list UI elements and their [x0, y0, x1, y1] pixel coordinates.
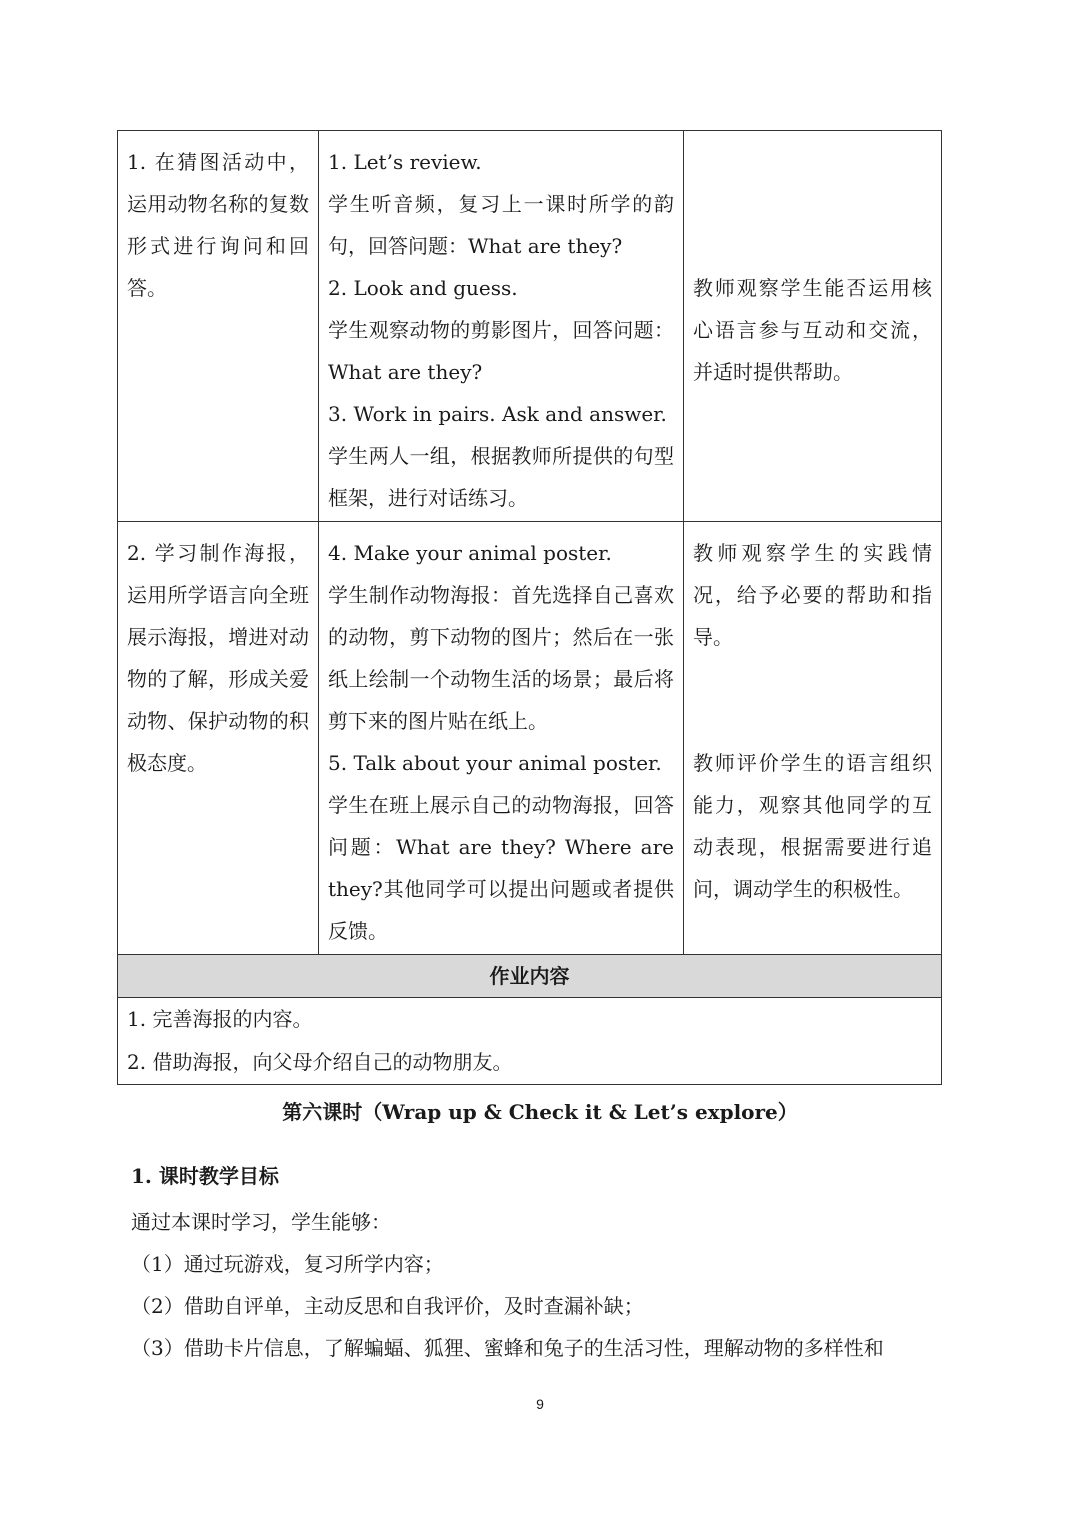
objective-item: （2）借助自评单，主动反思和自我评价，及时查漏补缺；	[131, 1294, 644, 1318]
homework-header: 作业内容	[118, 955, 942, 998]
homework-header-row	[118, 955, 942, 998]
section-body	[131, 1201, 961, 1369]
table-row	[118, 522, 942, 955]
objective-item: （1）通过玩游戏，复习所学内容；	[131, 1252, 444, 1276]
activity-text: 学生制作动物海报：首先选择自己喜欢的动物，剪下动物的图片；然后在一张纸上绘制一个动物生活的场景；最后将剪下来的图片贴在纸上。	[328, 583, 674, 733]
section-heading: 1. 课时教学目标	[131, 1164, 279, 1188]
lesson-title: 第六课时（Wrap up & Check it & Let’s explore）	[282, 1100, 798, 1124]
page-number: 9	[536, 1396, 544, 1412]
activity-cell	[319, 131, 684, 522]
homework-cell	[118, 998, 942, 1085]
goal-cell	[118, 131, 319, 522]
table-row	[118, 131, 942, 522]
goal-text: 2. 学习制作海报，运用所学语言向全班展示海报，增进对动物的了解，形成关爱动物、保护动物的积极态度。	[127, 541, 309, 775]
intro-text: 通过本课时学习，学生能够：	[131, 1210, 391, 1234]
activity-text: 学生在班上展示自己的动物海报，回答问题：What are they? Where are they?其他同学可以提出问题或者提供反馈。	[328, 793, 674, 943]
activity-title: 5. Talk about your animal poster.	[328, 751, 662, 775]
assessment-cell	[684, 522, 942, 955]
activity-title: 4. Make your animal poster.	[328, 541, 612, 565]
lesson-plan-table	[117, 130, 942, 1085]
homework-row	[118, 998, 942, 1085]
goal-cell	[118, 522, 319, 955]
assessment-text: 教师评价学生的语言组织能力，观察其他同学的互动表现，根据需要进行追问，调动学生的积极性。	[693, 751, 932, 901]
goal-text: 1. 在猜图活动中，运用动物名称的复数形式进行询问和回答。	[127, 150, 309, 300]
activity-cell	[319, 522, 684, 955]
activity-title: 2. Look and guess.	[328, 276, 518, 300]
assessment-text: 教师观察学生的实践情况，给予必要的帮助和指导。	[693, 541, 932, 649]
activity-text: 学生观察动物的剪影图片，回答问题：What are they?	[328, 318, 674, 384]
objective-item: （3）借助卡片信息，了解蝙蝠、狐狸、蜜蜂和兔子的生活习性，理解动物的多样性和	[131, 1336, 884, 1360]
assessment-cell	[684, 131, 942, 522]
activity-title: 3. Work in pairs. Ask and answer.	[328, 402, 667, 426]
activity-text: 学生两人一组，根据教师所提供的句型框架，进行对话练习。	[328, 444, 674, 510]
activity-title: 1. Let’s review.	[328, 150, 482, 174]
homework-item: 1. 完善海报的内容。	[127, 1007, 313, 1031]
homework-item: 2. 借助海报，向父母介绍自己的动物朋友。	[127, 1050, 513, 1074]
activity-text: 学生听音频，复习上一课时所学的韵句，回答问题：What are they?	[328, 192, 674, 258]
assessment-text: 教师观察学生能否运用核心语言参与互动和交流，并适时提供帮助。	[693, 276, 932, 384]
